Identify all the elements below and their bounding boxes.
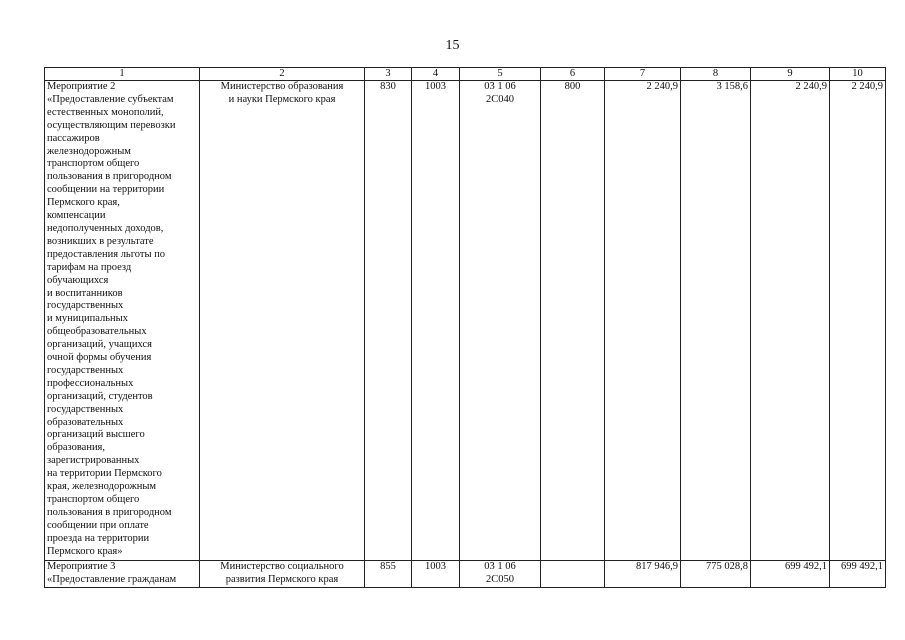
text-line: Пермского края» — [47, 545, 123, 557]
table-row — [45, 81, 886, 561]
col5-cell — [460, 561, 541, 588]
text-line: общеобразовательных — [47, 326, 147, 338]
text-line: пользования в пригородном — [47, 171, 172, 183]
text-line: 03 1 06 — [484, 561, 516, 572]
text-line: края, железнодорожным — [47, 481, 157, 493]
text-line: 2С050 — [485, 573, 514, 585]
text-line: естественных монополий, — [47, 106, 164, 118]
col6-cell: 800 — [541, 81, 605, 561]
text-line: и воспитанников — [47, 287, 123, 299]
text-line: профессиональных — [47, 377, 134, 389]
text-line: железнодорожным — [47, 145, 131, 157]
text-line: образовательных — [47, 416, 124, 428]
text-line: Пермского края, — [47, 197, 120, 209]
text-line: Мероприятие 2 — [47, 81, 116, 92]
col7-cell: 2 240,9 — [605, 81, 681, 561]
text-line: 2С040 — [485, 93, 514, 105]
text-line: и муниципальных — [47, 313, 128, 325]
budget-table — [44, 67, 886, 588]
col10-cell: 2 240,9 — [830, 81, 886, 561]
header-cell: 4 — [412, 68, 460, 81]
text-line: образования, — [47, 442, 106, 454]
header-cell: 3 — [365, 68, 412, 81]
col3-cell: 830 — [365, 81, 412, 561]
text-line: компенсации — [47, 210, 106, 222]
text-line: государственных — [47, 364, 124, 376]
header-cell: 2 — [200, 68, 365, 81]
text-line: недополученных доходов, — [47, 222, 164, 234]
text-line: государственных — [47, 300, 124, 312]
text-line: развития Пермского края — [225, 573, 339, 585]
text-line: Министерство социального — [220, 561, 344, 572]
col8-cell: 3 158,6 — [681, 81, 751, 561]
text-line: проезда на территории — [47, 532, 150, 544]
text-line: Министерство образования — [220, 81, 344, 92]
col9-cell: 699 492,1 — [751, 561, 830, 588]
text-line: возникших в результате — [47, 235, 154, 247]
header-row — [45, 68, 886, 81]
col6-cell — [541, 561, 605, 588]
activity-name-cell — [45, 561, 200, 588]
col8-cell: 775 028,8 — [681, 561, 751, 588]
col9-cell: 2 240,9 — [751, 81, 830, 561]
text-line: транспортом общего — [47, 158, 140, 170]
header-cell: 8 — [681, 68, 751, 81]
text-line: Мероприятие 3 — [47, 561, 116, 572]
col7-cell: 817 946,9 — [605, 561, 681, 588]
header-cell: 10 — [830, 68, 886, 81]
header-cell: 1 — [45, 68, 200, 81]
ministry-cell — [200, 81, 365, 561]
col4-cell: 1003 — [412, 561, 460, 588]
text-line: «Предоставление субъектам — [47, 93, 174, 105]
text-line: очной формы обучения — [47, 352, 152, 364]
text-line: предоставления льготы по — [47, 248, 166, 260]
text-line: 03 1 06 — [484, 81, 516, 92]
text-line: «Предоставление гражданам — [47, 573, 177, 585]
text-line: сообщении на территории — [47, 184, 165, 196]
col3-cell: 855 — [365, 561, 412, 588]
header-cell: 5 — [460, 68, 541, 81]
text-line: на территории Пермского — [47, 468, 162, 480]
text-line: зарегистрированных — [47, 455, 140, 467]
text-line: осуществляющим перевозки — [47, 119, 176, 131]
text-line: пользования в пригородном — [47, 506, 172, 518]
text-line: пассажиров — [47, 132, 100, 144]
header-cell: 9 — [751, 68, 830, 81]
ministry-cell — [200, 561, 365, 588]
text-line: тарифам на проезд — [47, 261, 132, 273]
col4-cell: 1003 — [412, 81, 460, 561]
text-line: организаций высшего — [47, 429, 145, 441]
table-row — [45, 561, 886, 588]
text-line: государственных — [47, 403, 124, 415]
header-cell: 6 — [541, 68, 605, 81]
col10-cell: 699 492,1 — [830, 561, 886, 588]
col5-cell — [460, 81, 541, 561]
page-number: 15 — [445, 38, 460, 53]
text-line: транспортом общего — [47, 494, 140, 505]
text-line: организаций, студентов — [47, 390, 153, 402]
text-line: и науки Пермского края — [228, 93, 336, 105]
text-line: сообщении при оплате — [47, 519, 149, 531]
activity-name-cell — [45, 81, 200, 561]
header-cell: 7 — [605, 68, 681, 81]
text-line: обучающихся — [47, 274, 109, 286]
text-line: организаций, учащихся — [47, 339, 152, 351]
